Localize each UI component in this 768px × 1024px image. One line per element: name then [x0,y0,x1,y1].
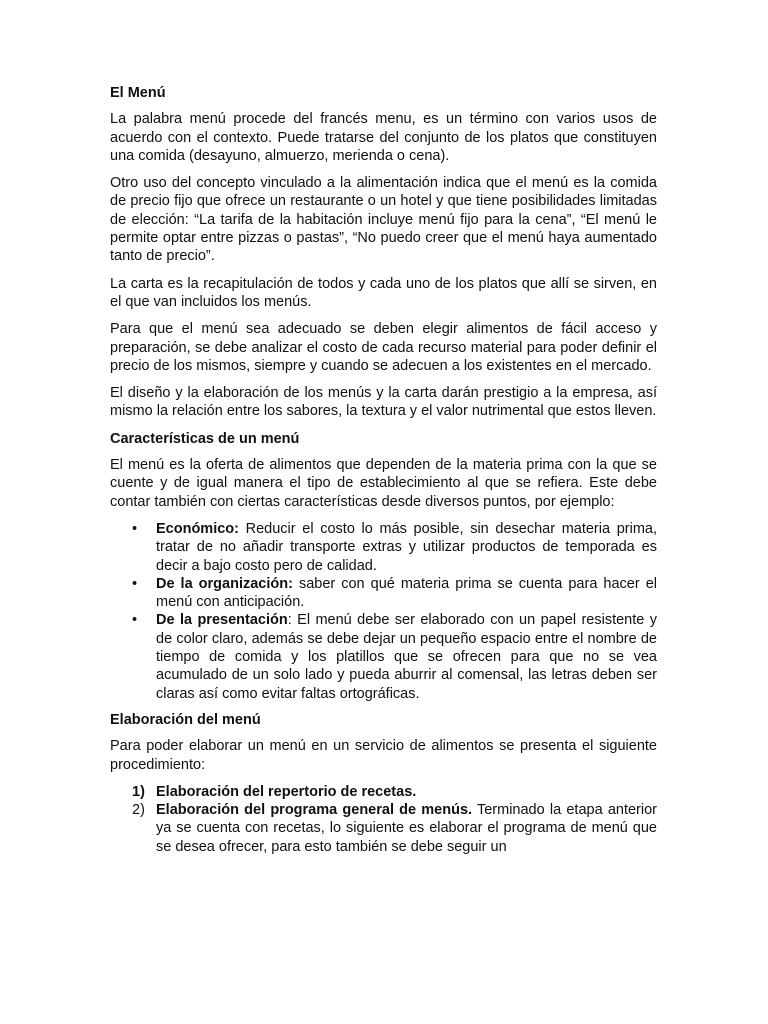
bullet-icon: • [132,575,138,592]
elaboration-paragraph: Para poder elaborar un menú en un servicio de alimentos se presenta el siguiente procedimiento: [110,738,657,773]
list-item [132,783,657,801]
procedure-list [110,783,657,856]
characteristics-list [110,520,657,703]
section-heading-characteristics: Características de un menú [110,430,300,447]
step-number: 2) [132,802,145,819]
list-item-text: : El menú debe ser elaborado con un papel resistente y de color claro, además se debe dejar un pequeño espacio entre el nombre de tiempo de comida y los platillos que se ofrecen para que no se vea acumulado de un solo lado y pueda aburrir al comensal, las letras deben ser claras así como evitar faltas ortográficas. [156,612,657,702]
characteristics-paragraph: El menú es la oferta de alimentos que dependen de la materia prima con la que se cuente y de igual manera el tipo de establecimiento al que se refiera. Este debe contar también con ciertas características desde diversos puntos, por ejemplo: [110,457,657,510]
list-item-term: Económico: [156,520,239,537]
bullet-icon: • [132,520,138,537]
list-item-term: De la organización: [156,575,293,592]
list-item-text: Terminado la etapa anterior ya se cuenta con recetas, lo siguiente es elaborar el programa de menú que se desea ofrecer, para esto también se debe seguir un [156,802,657,855]
intro-paragraph-2: Otro uso del concepto vinculado a la alimentación indica que el menú es la comida de precio fijo que ofrece un restaurante o un hotel y que tiene posibilidades limitadas de elección: “La tarifa de la habitación incluye menú fijo para la cena”, “El menú le permite optar entre pizzas o pastas”, “No puedo creer que el menú haya aumentado tanto de precio”. [110,175,657,265]
list-item-term: Elaboración del repertorio de recetas. [156,783,417,800]
list-item [132,575,657,612]
list-item [132,520,657,575]
document-page [110,84,657,856]
step-number: 1) [132,783,145,800]
list-item-text: Reducir el costo lo más posible, sin desechar materia prima, tratar de no añadir transporte extras y utilizar productos de temporada es decir a bajo costo pero de calidad. [156,520,657,574]
list-item-term: Elaboración del programa general de menús. [156,802,473,819]
intro-paragraph-1: La palabra menú procede del francés menu, es un término con varios usos de acuerdo con el contexto. Puede tratarse del conjunto de los platos que constituyen una comida (desayuno, almuerzo, merienda o cena). [110,111,657,164]
list-item-text: saber con qué materia prima se cuenta para hacer el menú con anticipación. [156,575,657,611]
intro-paragraph-5: El diseño y la elaboración de los menús y la carta darán prestigio a la empresa, así mismo la relación entre los sabores, la textura y el valor nutrimental que estos lleven. [110,385,657,420]
list-item-term: De la presentación [156,612,288,629]
intro-paragraph-3: La carta es la recapitulación de todos y cada uno de los platos que allí se sirven, en el que van incluidos los menús. [110,275,657,310]
list-item [132,801,657,856]
intro-paragraph-4: Para que el menú sea adecuado se deben elegir alimentos de fácil acceso y preparación, se debe analizar el costo de cada recurso material para poder definir el precio de los mismos, siempre y cuando se adecuen a los existentes en el mercado. [110,321,657,374]
list-item [132,611,657,702]
document-title: El Menú [110,85,166,101]
bullet-icon: • [132,612,138,629]
section-heading-elaboration: Elaboración del menú [110,711,261,728]
